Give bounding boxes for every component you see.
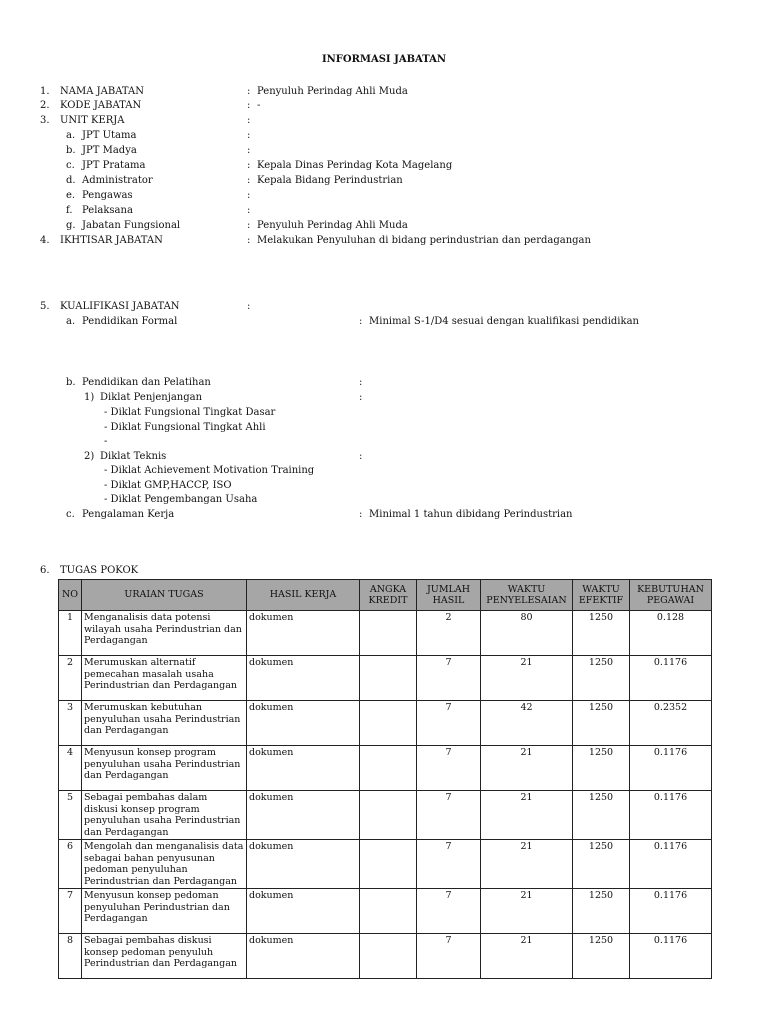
cell-uraian: Menyusun konsep pedoman penyuluhan Perindustrian dan Perdagangan	[82, 889, 247, 934]
pendidikan-formal-label: Pendidikan Formal	[82, 316, 178, 327]
colon: :	[247, 100, 251, 111]
cell-efektif: 1250	[573, 840, 630, 889]
cell-waktu: 21	[481, 889, 573, 934]
colon: :	[247, 160, 251, 171]
sub-letter: c.	[66, 509, 75, 520]
cell-uraian: Menganalisis data potensi wilayah usaha Perindustrian dan Perdagangan	[82, 611, 247, 656]
cell-kebutuhan: 0.1176	[630, 791, 712, 840]
cell-jumlah: 7	[417, 746, 481, 791]
sub-number: 2)	[84, 451, 95, 462]
pengalaman-kerja-value: Minimal 1 tahun dibidang Perindustrian	[369, 509, 573, 520]
cell-angka	[360, 611, 417, 656]
cell-jumlah: 7	[417, 934, 481, 979]
cell-angka	[360, 791, 417, 840]
cell-jumlah: 7	[417, 840, 481, 889]
sub-number: 1)	[84, 392, 95, 403]
colon: :	[359, 316, 363, 327]
unit-sub-letter: g.	[66, 220, 76, 231]
header-waktu-penyelesaian: WAKTU PENYELESAIAN	[481, 580, 573, 611]
cell-waktu: 80	[481, 611, 573, 656]
cell-uraian: Merumuskan kebutuhan penyuluhan usaha Perindustrian dan Perdagangan	[82, 701, 247, 746]
cell-jumlah: 7	[417, 701, 481, 746]
cell-uraian: Mengolah dan menganalisis data sebagai bahan penyusunan pedoman penyuluhan Perindustrian dan Perdagangan	[82, 840, 247, 889]
unit-sub-letter: c.	[66, 160, 75, 171]
table-row	[59, 791, 712, 840]
item-number: 4.	[40, 235, 50, 246]
cell-hasil: dokumen	[247, 656, 360, 701]
diklat-penjenjangan-label: Diklat Penjenjangan	[100, 392, 203, 403]
document-title: INFORMASI JABATAN	[321, 54, 447, 65]
unit-sub-letter: e.	[66, 190, 76, 201]
colon: :	[359, 509, 363, 520]
cell-hasil: dokumen	[247, 701, 360, 746]
cell-efektif: 1250	[573, 889, 630, 934]
colon: :	[247, 205, 251, 216]
unit-kerja-label: UNIT KERJA	[60, 115, 125, 126]
cell-angka	[360, 746, 417, 791]
cell-efektif: 1250	[573, 791, 630, 840]
cell-jumlah: 2	[417, 611, 481, 656]
sub-letter: b.	[66, 377, 76, 388]
colon: :	[247, 145, 251, 156]
pendidikan-formal-value: Minimal S-1/D4 sesuai dengan kualifikasi pendidikan	[369, 316, 639, 327]
table-row	[59, 701, 712, 746]
header-waktu-efektif: WAKTU EFEKTIF	[573, 580, 630, 611]
ikhtisar-jabatan-label: IKHTISAR JABATAN	[60, 235, 163, 246]
cell-uraian: Menyusun konsep program penyuluhan usaha Perindustrian dan Perdagangan	[82, 746, 247, 791]
unit-sub-letter: b.	[66, 145, 76, 156]
table-row	[59, 934, 712, 979]
colon: :	[247, 220, 251, 231]
cell-angka	[360, 656, 417, 701]
table-row	[59, 611, 712, 656]
kode-jabatan-label: KODE JABATAN	[60, 100, 142, 111]
cell-waktu: 21	[481, 656, 573, 701]
header-kebutuhan-pegawai: KEBUTUHAN PEGAWAI	[630, 580, 712, 611]
list-item: - Diklat Pengembangan Usaha	[104, 494, 258, 505]
jpt-pratama-value: Kepala Dinas Perindag Kota Magelang	[257, 160, 453, 171]
cell-angka	[360, 840, 417, 889]
table-row	[59, 840, 712, 889]
pengawas-label: Pengawas	[82, 190, 133, 201]
cell-hasil: dokumen	[247, 934, 360, 979]
item-number: 2.	[40, 100, 50, 111]
cell-efektif: 1250	[573, 656, 630, 701]
diklat-teknis-label: Diklat Teknis	[100, 451, 167, 462]
cell-no: 7	[59, 889, 82, 934]
header-angka-kredit: ANGKA KREDIT	[360, 580, 417, 611]
item-number: 3.	[40, 115, 50, 126]
header-jumlah-hasil: JUMLAH HASIL	[417, 580, 481, 611]
list-item: - Diklat GMP,HACCP, ISO	[104, 480, 232, 491]
colon: :	[247, 86, 251, 97]
cell-no: 8	[59, 934, 82, 979]
cell-hasil: dokumen	[247, 889, 360, 934]
cell-no: 2	[59, 656, 82, 701]
cell-jumlah: 7	[417, 791, 481, 840]
cell-kebutuhan: 0.2352	[630, 701, 712, 746]
header-hasil-kerja: HASIL KERJA	[247, 580, 360, 611]
unit-sub-letter: d.	[66, 175, 76, 186]
cell-angka	[360, 889, 417, 934]
cell-kebutuhan: 0.1176	[630, 840, 712, 889]
colon: :	[247, 301, 251, 312]
jpt-pratama-label: JPT Pratama	[82, 160, 146, 171]
cell-jumlah: 7	[417, 656, 481, 701]
unit-sub-letter: a.	[66, 130, 76, 141]
header-no: NO	[59, 580, 82, 611]
unit-sub-letter: f.	[66, 205, 73, 216]
cell-kebutuhan: 0.1176	[630, 656, 712, 701]
cell-efektif: 1250	[573, 746, 630, 791]
table-header-row	[59, 580, 712, 611]
jpt-madya-label: JPT Madya	[82, 145, 137, 156]
kode-jabatan-value: -	[257, 100, 261, 111]
jabatan-fungsional-label: Jabatan Fungsional	[82, 220, 181, 231]
table-row	[59, 889, 712, 934]
sub-letter: a.	[66, 316, 76, 327]
nama-jabatan-label: NAMA JABATAN	[60, 86, 144, 97]
cell-waktu: 42	[481, 701, 573, 746]
cell-kebutuhan: 0.1176	[630, 934, 712, 979]
header-uraian-tugas: URAIAN TUGAS	[82, 580, 247, 611]
colon: :	[247, 130, 251, 141]
cell-waktu: 21	[481, 791, 573, 840]
cell-hasil: dokumen	[247, 611, 360, 656]
cell-uraian: Sebagai pembahas dalam diskusi konsep program penyuluhan usaha Perindustrian dan Perdagangan	[82, 791, 247, 840]
cell-no: 3	[59, 701, 82, 746]
cell-no: 4	[59, 746, 82, 791]
administrator-value: Kepala Bidang Perindustrian	[257, 175, 403, 186]
cell-efektif: 1250	[573, 934, 630, 979]
administrator-label: Administrator	[82, 175, 153, 186]
item-number: 6.	[40, 565, 50, 576]
jabatan-fungsional-value: Penyuluh Perindag Ahli Muda	[257, 220, 408, 231]
colon: :	[247, 115, 251, 126]
table-row	[59, 656, 712, 701]
colon: :	[247, 190, 251, 201]
colon: :	[359, 377, 363, 388]
cell-angka	[360, 701, 417, 746]
cell-waktu: 21	[481, 840, 573, 889]
item-number: 5.	[40, 301, 50, 312]
cell-jumlah: 7	[417, 889, 481, 934]
list-item: -	[104, 436, 108, 447]
cell-efektif: 1250	[573, 611, 630, 656]
tugas-pokok-label: TUGAS POKOK	[60, 565, 139, 576]
cell-hasil: dokumen	[247, 791, 360, 840]
cell-waktu: 21	[481, 746, 573, 791]
colon: :	[247, 235, 251, 246]
list-item: - Diklat Fungsional Tingkat Ahli	[104, 422, 266, 433]
cell-no: 5	[59, 791, 82, 840]
cell-hasil: dokumen	[247, 840, 360, 889]
cell-hasil: dokumen	[247, 746, 360, 791]
cell-waktu: 21	[481, 934, 573, 979]
list-item: - Diklat Fungsional Tingkat Dasar	[104, 407, 276, 418]
pendidikan-pelatihan-label: Pendidikan dan Pelatihan	[82, 377, 211, 388]
cell-kebutuhan: 0.1176	[630, 746, 712, 791]
cell-efektif: 1250	[573, 701, 630, 746]
cell-no: 1	[59, 611, 82, 656]
pengalaman-kerja-label: Pengalaman Kerja	[82, 509, 175, 520]
cell-kebutuhan: 0.1176	[630, 889, 712, 934]
cell-uraian: Merumuskan alternatif pemecahan masalah usaha Perindustrian dan Perdagangan	[82, 656, 247, 701]
kualifikasi-jabatan-label: KUALIFIKASI JABATAN	[60, 301, 180, 312]
jpt-utama-label: JPT Utama	[82, 130, 137, 141]
colon: :	[359, 392, 363, 403]
cell-no: 6	[59, 840, 82, 889]
cell-uraian: Sebagai pembahas diskusi konsep pedoman penyuluh Perindustrian dan Perdagangan	[82, 934, 247, 979]
cell-angka	[360, 934, 417, 979]
table-row	[59, 746, 712, 791]
tugas-pokok-table	[58, 579, 712, 979]
item-number: 1.	[40, 86, 50, 97]
colon: :	[247, 175, 251, 186]
ikhtisar-jabatan-value: Melakukan Penyuluhan di bidang perindustrian dan perdagangan	[257, 235, 591, 246]
list-item: - Diklat Achievement Motivation Training	[104, 465, 315, 476]
pelaksana-label: Pelaksana	[82, 205, 133, 216]
nama-jabatan-value: Penyuluh Perindag Ahli Muda	[257, 86, 408, 97]
cell-kebutuhan: 0.128	[630, 611, 712, 656]
colon: :	[359, 451, 363, 462]
